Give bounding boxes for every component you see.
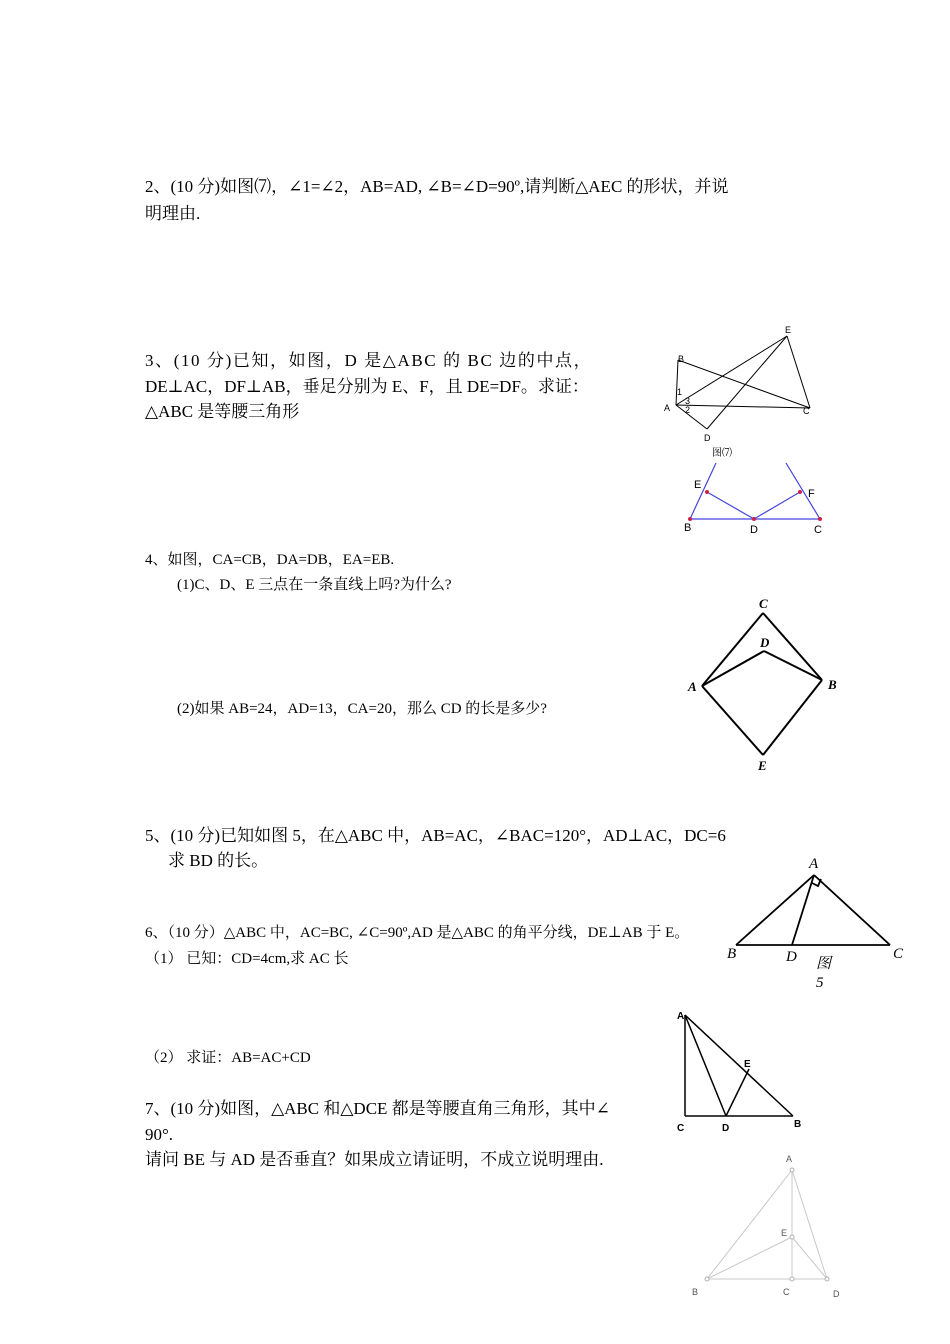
fig4-label-e: E [758,758,767,773]
q5-line-2: 求 BD 的长。 [168,851,269,870]
figure-q6 [670,1005,810,1135]
figq3-label-d: D [750,524,758,536]
figure-q7 [685,1150,855,1305]
fig7-label-3: 3 [685,396,691,406]
q4-line-1: 4、如图，CA=CB，DA=DB，EA=EB. [145,552,395,568]
fig7-label-e: E [785,325,792,335]
fig5-caption-1: 图 [816,956,832,972]
q3-line-3: △ABC 是等腰三角形 [145,402,300,421]
fig7-label-c: C [803,406,810,416]
fig7-caption: 图⑺ [712,448,732,459]
fig7-label-2: 2 [685,405,691,415]
fig5-label-a: A [809,856,819,872]
q3-line-1: 3、(10 分)已知，如图，D 是△ABC 的 BC 边的中点， [145,351,593,370]
fig6-label-c: C [677,1123,685,1134]
figq3-label-c: C [814,524,822,536]
fig5-label-b: B [727,946,737,962]
fig7b-label-c: C [783,1287,790,1297]
q7-line-1: 7、(10 分)如图，△ABC 和△DCE 都是等腰直角三角形，其中∠ [145,1099,610,1118]
fig6-label-a: A [677,1011,685,1022]
figq3-label-e: E [694,479,702,491]
figq3-label-b: B [684,522,692,534]
q5-line-1: 5、(10 分)已知如图 5，在△ABC 中，AB=AC，∠BAC=120°，AD⊥AC，DC=6 [145,826,726,845]
fig7-label-1: 1 [677,387,683,397]
q3-line-2: DE⊥AC，DF⊥AB，垂足分别为 E、F，且 DE=DF。求证： [145,377,589,396]
fig7-label-d: D [704,433,711,443]
q7-line-3: 请问 BE 与 AD 是否垂直？如果成立请证明，不成立说明理由. [145,1150,604,1169]
fig6-label-d: D [722,1123,730,1134]
q2-line-2: 明理由. [145,204,201,223]
figq3-label-f: F [808,488,815,500]
figure-7 [660,325,810,465]
fig7b-label-e: E [781,1228,788,1238]
fig7b-label-a: A [786,1154,793,1164]
q6-line-2: （1） 已知：CD=4cm,求 AC 长 [145,951,349,967]
fig7-label-a: A [664,403,671,413]
q6-line-3: （2） 求证：AB=AC+CD [145,1050,311,1066]
fig7b-label-d: D [833,1289,840,1299]
q2-line-1: 2、(10 分)如图⑺，∠1=∠2，AB=AD, ∠B=∠D=90º,请判断△AEC 的形状，并说 [145,177,729,196]
q6-line-1: 6、（10 分）△ABC 中，AC=BC, ∠C=90º,AD 是△ABC 的角平分线，DE⊥AB 于 E。 [145,925,690,941]
fig4-label-b: B [828,677,837,692]
figure-q3 [680,460,830,540]
figure-q4 [680,590,850,780]
fig5-label-d: D [786,949,797,965]
fig4-label-d: D [760,635,770,650]
fig4-label-a: A [688,679,697,694]
fig7-label-b: B [678,354,685,364]
fig6-label-b: B [794,1119,802,1130]
fig7b-label-b: B [692,1287,699,1297]
figure-5 [720,848,920,993]
q4-line-3: (2)如果 AB=24，AD=13，CA=20，那么 CD 的长是多少? [177,701,547,717]
fig5-label-c: C [893,946,904,962]
fig4-label-c: C [759,596,768,611]
q7-line-2: 90°. [145,1125,174,1144]
fig5-caption-2: 5 [816,975,824,991]
q4-line-2: (1)C、D、E 三点在一条直线上吗?为什么? [177,577,452,593]
fig6-label-e: E [744,1059,751,1070]
